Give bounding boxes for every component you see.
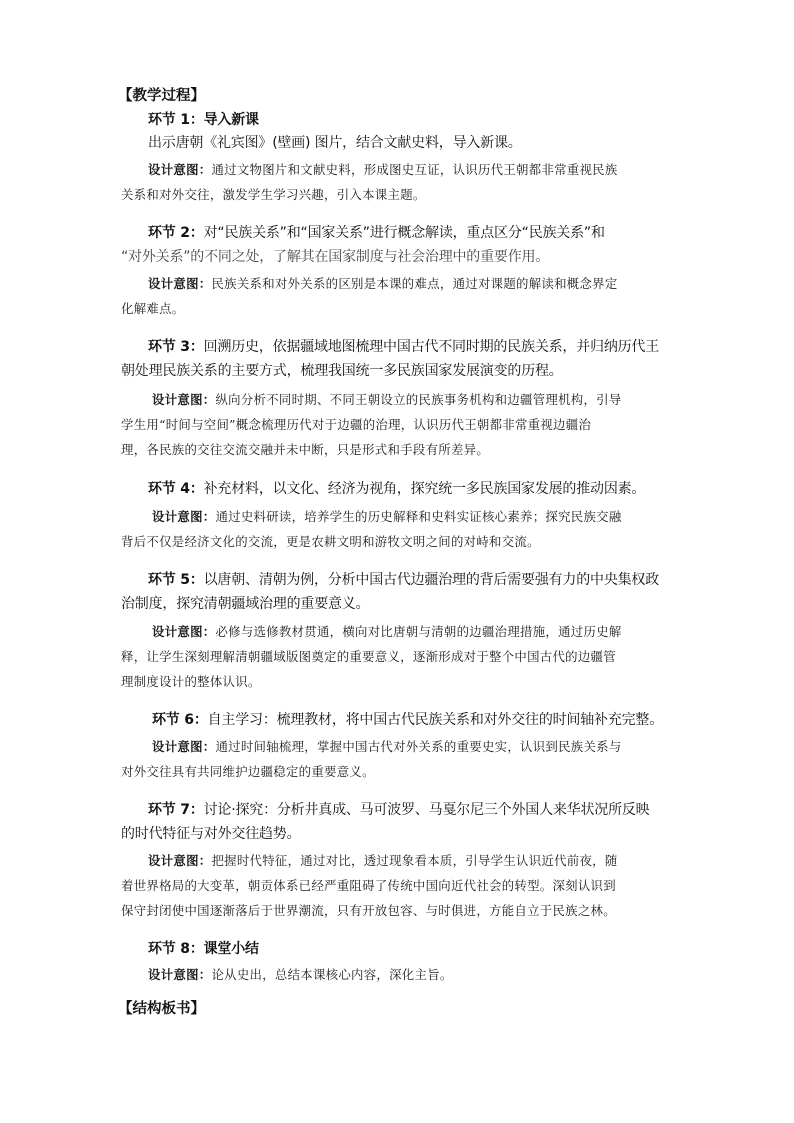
step-label: 环节 8： <box>148 941 204 957</box>
step-label: 环节 4： <box>148 481 204 497</box>
intent-label: 设计意图： <box>152 509 216 524</box>
step-label: 环节 1： <box>148 112 204 128</box>
step-3-line-1: 环节 3：回溯历史，依据疆域地图梳理中国古代不同时期的民族关系，并归纳历代王 <box>148 339 660 355</box>
step-7-line-1: 环节 7：讨论·探究：分析井真成、马可波罗、马戛尔尼三个外国人来华状况所反映 <box>148 802 650 818</box>
step-5-line-1: 环节 5：以唐朝、清朝为例，分析中国古代边疆治理的背后需要强有力的中央集权政 <box>148 572 660 588</box>
intent-7-line-2: 着世界格局的大变革，朝贡体系已经严重阻碍了传统中国向近代社会的转型。深刻认识到 <box>121 878 616 893</box>
step-label: 环节 2： <box>148 225 204 241</box>
intent-6-line-1: 设计意图：通过时间轴梳理，掌握中国古代对外关系的重要史实，认识到民族关系与 <box>152 739 622 754</box>
step-label: 环节 3： <box>148 339 204 355</box>
intent-label: 设计意图： <box>148 162 212 177</box>
step-1-extra: 出示唐朝《礼宾图》(壁画) 图片，结合文献史料，导入新课。 <box>148 135 522 151</box>
intent-label: 设计意图： <box>148 967 212 982</box>
intent-5-line-1: 设计意图：必修与选修教材贯通，横向对比唐朝与清朝的边疆治理措施，通过历史解 <box>152 624 622 639</box>
intent-2-line-2: 化解难点。 <box>121 301 185 316</box>
intent-2-line-1: 设计意图：民族关系和对外关系的区别是本课的难点，通过对课题的解读和概念界定 <box>148 276 618 291</box>
step-8-line-1: 环节 8：课堂小结 <box>148 941 259 957</box>
intent-3-line-2: 学生用“时间与空间”概念梳理历代对于边疆的治理，认识历代王朝都非常重视边疆治 <box>121 417 592 432</box>
step-text: 导入新课 <box>203 112 259 128</box>
intent-label: 设计意图： <box>152 624 216 639</box>
intent-label: 设计意图： <box>148 853 212 868</box>
step-5-line-2: 治制度，探究清朝疆域治理的重要意义。 <box>121 596 370 612</box>
step-1-line <box>148 110 259 130</box>
intent-label: 设计意图： <box>152 392 216 407</box>
step-6-line-1: 环节 6：自主学习：梳理教材，将中国古代民族关系和对外交往的时间轴补充完整。 <box>152 712 664 728</box>
step-label: 环节 5： <box>148 572 204 588</box>
intent-7-line-1: 设计意图：把握时代特征，通过对比，透过现象看本质，引导学生认识近代前夜，随 <box>148 853 618 868</box>
intent-3-line-1: 设计意图：纵向分析不同时期、不同王朝设立的民族事务机构和边疆管理机构，引导 <box>152 392 622 407</box>
intent-1-line-2: 关系和对外交往，激发学生学习兴趣，引入本课主题。 <box>121 187 426 202</box>
step-7-line-2: 的时代特征与对外交往趋势。 <box>121 826 301 842</box>
intent-label: 设计意图： <box>148 276 212 291</box>
step-4-line-1: 环节 4：补充材料，以文化、经济为视角，探究统一多民族国家发展的推动因素。 <box>148 481 646 497</box>
step-3-line-2: 朝处理民族关系的主要方式，梳理我国统一多民族国家发展演变的历程。 <box>121 363 563 379</box>
intent-8-line-1: 设计意图：论从史出，总结本课核心内容，深化主旨。 <box>148 967 453 982</box>
heading-teaching-process: 【教学过程】 <box>118 88 205 104</box>
intent-6-line-2: 对外交往具有共同维护边疆稳定的重要意义。 <box>121 764 375 779</box>
step-label: 环节 7： <box>148 802 204 818</box>
intent-7-line-3: 保守封闭使中国逐渐落后于世界潮流，只有开放包容、与时俱进，方能自立于民族之林。 <box>121 903 616 918</box>
intent-label: 设计意图： <box>152 739 216 754</box>
step-2-line-1: 环节 2：对“民族关系”和“国家关系”进行概念解读，重点区分“民族关系”和 <box>148 225 605 241</box>
heading-board-structure: 【结构板书】 <box>118 1001 205 1017</box>
intent-3-line-3: 理，各民族的交往交流交融并未中断，只是形式和手段有所差异。 <box>121 442 490 457</box>
intent-4-line-2: 背后不仅是经济文化的交流，更是农耕文明和游牧文明之间的对峙和交流。 <box>121 534 540 549</box>
intent-1-line-1: 设计意图：通过文物图片和文献史料，形成图史互证，认识历代王朝都非常重视民族 <box>148 162 618 177</box>
intent-4-line-1: 设计意图：通过史料研读，培养学生的历史解释和史料实证核心素养；探究民族交融 <box>152 509 622 524</box>
step-2-line-2: “对外关系”的不同之处，了解其在国家制度与社会治理中的重要作用。 <box>121 249 550 265</box>
intent-5-line-3: 理制度设计的整体认识。 <box>121 674 261 689</box>
intent-5-line-2: 释，让学生深刻理解清朝疆域版图奠定的重要意义，逐渐形成对于整个中国古代的边疆管 <box>121 649 616 664</box>
step-label: 环节 6： <box>152 712 208 728</box>
